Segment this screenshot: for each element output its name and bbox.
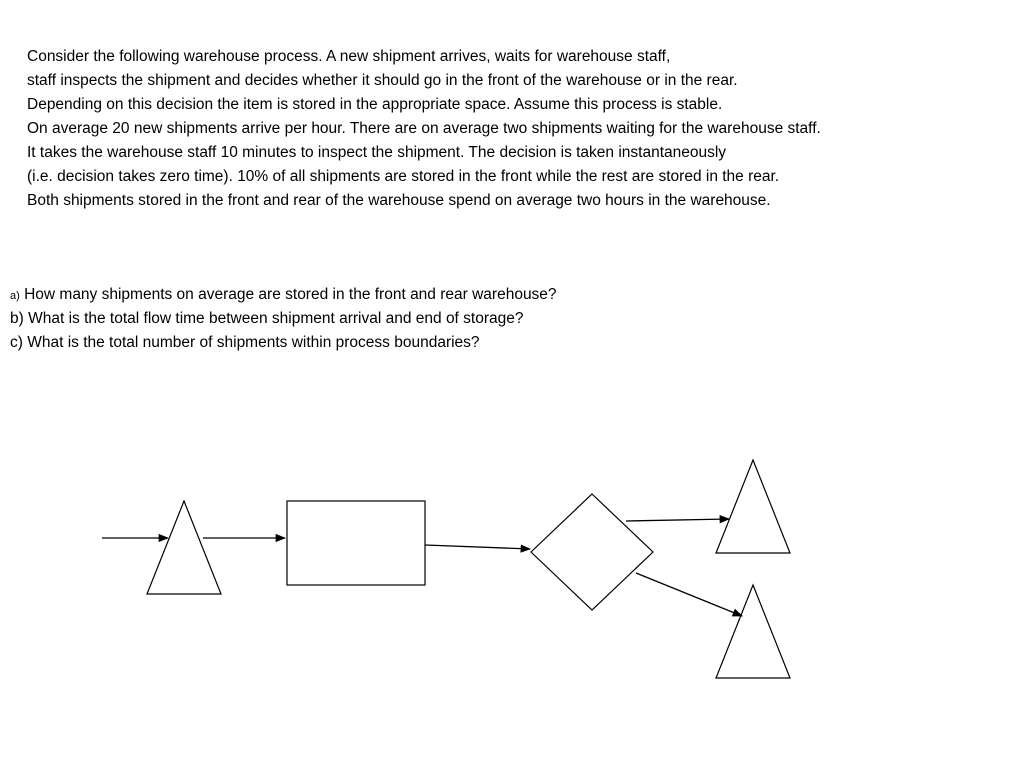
decision-diamond <box>531 494 653 610</box>
front-storage-triangle <box>716 460 790 553</box>
inspection-process-box <box>287 501 425 585</box>
arrow-to-rear-storage <box>636 573 742 616</box>
arrow-to-front-storage <box>626 519 729 521</box>
intro-line-3: Depending on this decision the item is stored in the appropriate space. Assume this process is stable. <box>27 96 723 113</box>
question-b: b) What is the total flow time between shipment arrival and end of storage? <box>10 310 524 327</box>
intro-line-1: Consider the following warehouse process. A new shipment arrives, waits for warehouse staff, <box>27 48 671 65</box>
question-a-text: How many shipments on average are stored in the front and rear warehouse? <box>19 286 557 303</box>
arrow-to-decision <box>425 545 530 549</box>
question-c: c) What is the total number of shipments within process boundaries? <box>10 334 480 351</box>
intro-line-6: (i.e. decision takes zero time). 10% of all shipments are stored in the front while the rest are stored in the rear. <box>27 168 780 185</box>
intro-line-2: staff inspects the shipment and decides whether it should go in the front of the warehouse or in the rear. <box>27 72 738 89</box>
question-a-prefix: a) <box>10 290 20 302</box>
intro-line-5: It takes the warehouse staff 10 minutes to inspect the shipment. The decision is taken instantaneously <box>27 144 727 161</box>
intro-line-4: On average 20 new shipments arrive per hour. There are on average two shipments waiting for the warehouse staff. <box>27 120 821 137</box>
intro-line-7: Both shipments stored in the front and rear of the warehouse spend on average two hours in the warehouse. <box>27 192 771 209</box>
waiting-inventory-triangle <box>147 501 221 594</box>
rear-storage-triangle <box>716 585 790 678</box>
